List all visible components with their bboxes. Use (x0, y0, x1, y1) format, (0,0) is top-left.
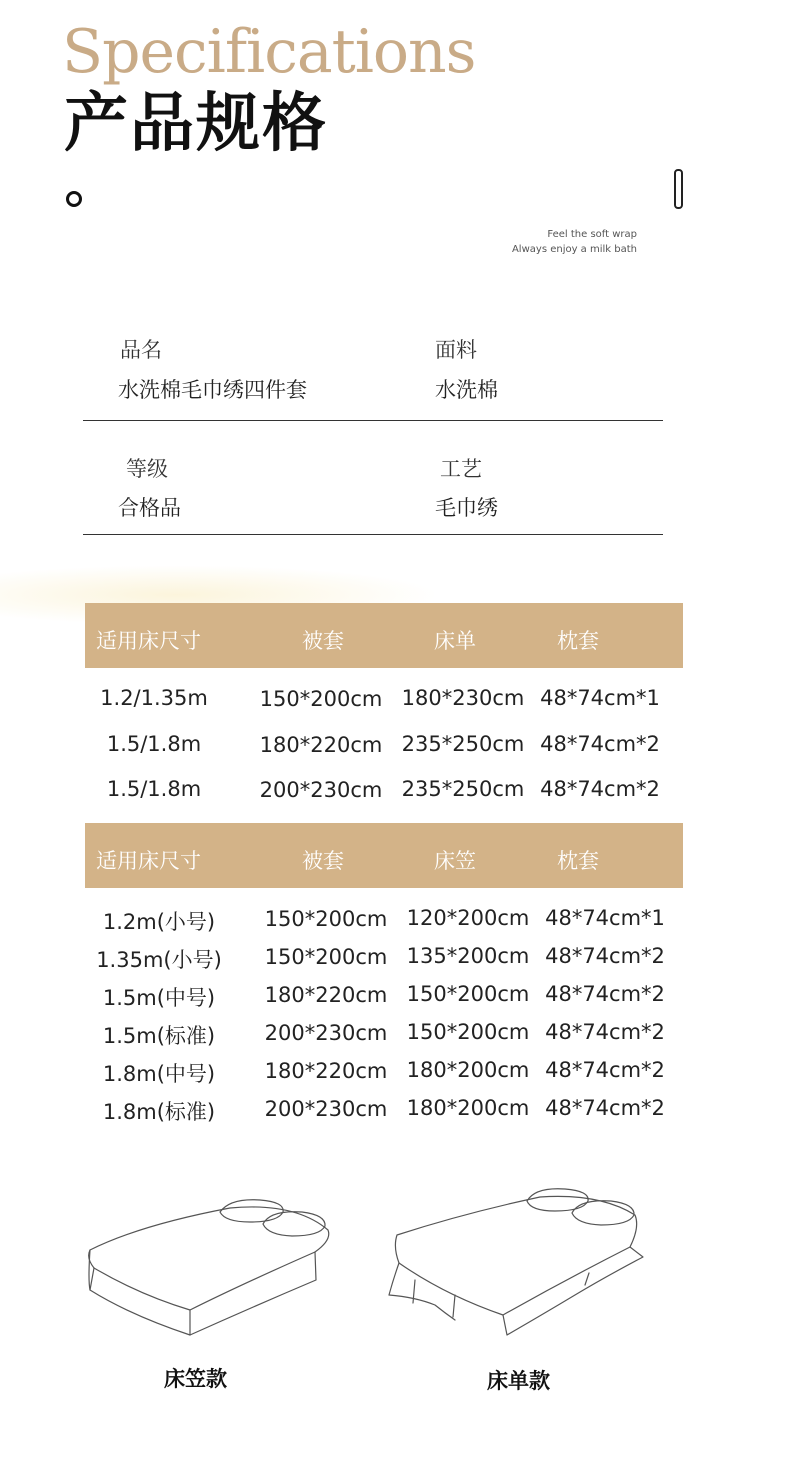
fitted-sheet-bed-illustration (80, 1190, 340, 1340)
table-cell: 150*200cm (264, 945, 388, 969)
spec-divider (83, 534, 663, 535)
table-header-cell: 床单 (434, 629, 476, 653)
circle-dot-icon (66, 191, 82, 207)
flat-sheet-bed-illustration (385, 1185, 650, 1340)
table-header-cell: 适用床尺寸 (96, 629, 201, 653)
table-header-cell: 枕套 (557, 849, 599, 873)
title-chinese: 产品规格 (64, 87, 328, 161)
grade-label: 等级 (126, 457, 168, 481)
table-cell: 48*74cm*2 (545, 1096, 665, 1120)
table-cell: 120*200cm (406, 906, 530, 930)
table-cell: 150*200cm (259, 687, 383, 711)
table-cell: 1.5/1.8m (106, 732, 202, 756)
table-cell: 180*220cm (264, 983, 388, 1007)
table-cell: 200*230cm (259, 778, 383, 802)
table-cell: 150*200cm (406, 982, 530, 1006)
table-cell: 180*200cm (406, 1058, 530, 1082)
table-cell: 180*200cm (406, 1096, 530, 1120)
table-cell: 48*74cm*2 (545, 1020, 665, 1044)
craft-label: 工艺 (440, 457, 482, 481)
product-name-value: 水洗棉毛巾绣四件套 (118, 378, 307, 402)
table-cell: 150*200cm (406, 1020, 530, 1044)
table-cell: 1.2/1.35m (100, 686, 208, 710)
table-cell: 1.2m(小号) (102, 910, 216, 934)
title-english: Specifications (62, 17, 476, 87)
table-cell: 1.5m(中号) (102, 986, 216, 1010)
table-cell: 48*74cm*2 (545, 1058, 665, 1082)
table-cell: 48*74cm*2 (540, 777, 660, 801)
table-cell: 200*230cm (264, 1021, 388, 1045)
craft-value: 毛巾绣 (435, 496, 498, 520)
table-cell: 1.5/1.8m (106, 777, 202, 801)
sheet-table-header (85, 603, 683, 668)
fabric-value: 水洗棉 (435, 378, 498, 402)
table-cell: 1.8m(中号) (102, 1062, 216, 1086)
table-header-cell: 适用床尺寸 (96, 849, 201, 873)
table-cell: 48*74cm*2 (545, 982, 665, 1006)
spec-divider (83, 420, 663, 421)
table-cell: 135*200cm (406, 944, 530, 968)
fabric-label: 面料 (435, 338, 477, 362)
table-cell: 180*220cm (264, 1059, 388, 1083)
table-cell: 48*74cm*1 (545, 906, 665, 930)
table-header-cell: 被套 (302, 629, 344, 653)
table-header-cell: 床笠 (434, 849, 476, 873)
table-cell: 1.35m(小号) (96, 948, 222, 972)
table-header-cell: 枕套 (557, 629, 599, 653)
fitted-sheet-caption: 床笠款 (164, 1367, 227, 1391)
table-cell: 1.8m(标准) (102, 1100, 216, 1124)
vertical-pill-icon (674, 169, 683, 209)
tagline-line-1: Feel the soft wrap (547, 229, 637, 240)
table-cell: 48*74cm*2 (540, 732, 660, 756)
table-cell: 48*74cm*2 (545, 944, 665, 968)
table-cell: 150*200cm (264, 907, 388, 931)
grade-value: 合格品 (118, 496, 181, 520)
table-cell: 235*250cm (401, 732, 525, 756)
tagline-line-2: Always enjoy a milk bath (511, 244, 637, 255)
table-cell: 235*250cm (401, 777, 525, 801)
table-cell: 48*74cm*1 (540, 686, 660, 710)
flat-sheet-caption: 床单款 (487, 1369, 550, 1393)
fitted-table-header (85, 823, 683, 888)
product-name-label: 品名 (120, 338, 162, 362)
table-cell: 180*230cm (401, 686, 525, 710)
table-cell: 1.5m(标准) (102, 1024, 216, 1048)
table-header-cell: 被套 (302, 849, 344, 873)
table-cell: 200*230cm (264, 1097, 388, 1121)
table-cell: 180*220cm (259, 733, 383, 757)
